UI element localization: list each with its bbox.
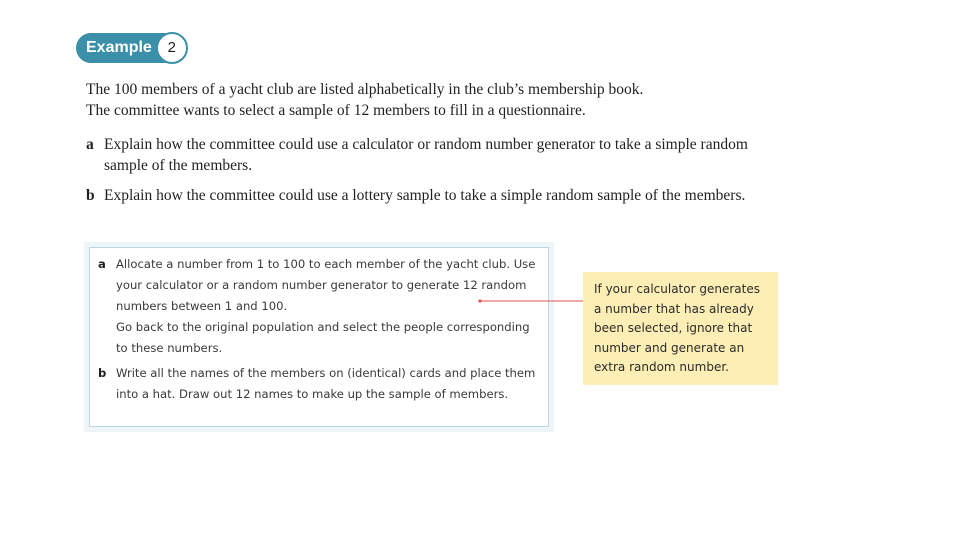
answer-a-body — [116, 254, 540, 359]
question-a-label: a — [86, 136, 94, 153]
question-b-label: b — [86, 187, 95, 204]
example-number: 2 — [156, 32, 188, 64]
answer-box — [84, 242, 554, 432]
hint-note: If your calculator generates a number that has already been selected, ignore that number and generate an extra random number. — [583, 272, 778, 385]
answer-inner — [89, 247, 549, 427]
question-a — [86, 134, 786, 176]
question-b — [86, 185, 786, 206]
answer-b-text: Write all the names of the members on (identical) cards and place them into a hat. Draw out 12 names to make up the sample of members. — [116, 366, 536, 401]
question-a-text: Explain how the committee could use a calculator or random number generator to take a simple random sample of the members. — [104, 136, 748, 174]
intro-line-1: The 100 members of a yacht club are listed alphabetically in the club’s membership book. — [86, 81, 644, 98]
answer-a — [98, 254, 540, 359]
example-label: Example — [76, 33, 186, 63]
answer-a-text: Allocate a number from 1 to 100 to each member of the yacht club. Use your calculator or a random number generator to generate 12 random numbers between 1 and 100. — [116, 257, 536, 313]
answer-b-label: b — [98, 366, 107, 380]
answer-a-label: a — [98, 257, 106, 271]
example-badge — [76, 32, 188, 64]
intro-line-2: The committee wants to select a sample of 12 members to fill in a questionnaire. — [86, 102, 586, 119]
answer-b — [98, 363, 540, 405]
note-connector-line — [478, 299, 584, 303]
problem-intro — [86, 79, 806, 121]
answer-a-text-2: Go back to the original population and select the people corresponding to these numbers. — [116, 320, 530, 355]
question-b-text: Explain how the committee could use a lottery sample to take a simple random sample of the members. — [104, 187, 746, 204]
